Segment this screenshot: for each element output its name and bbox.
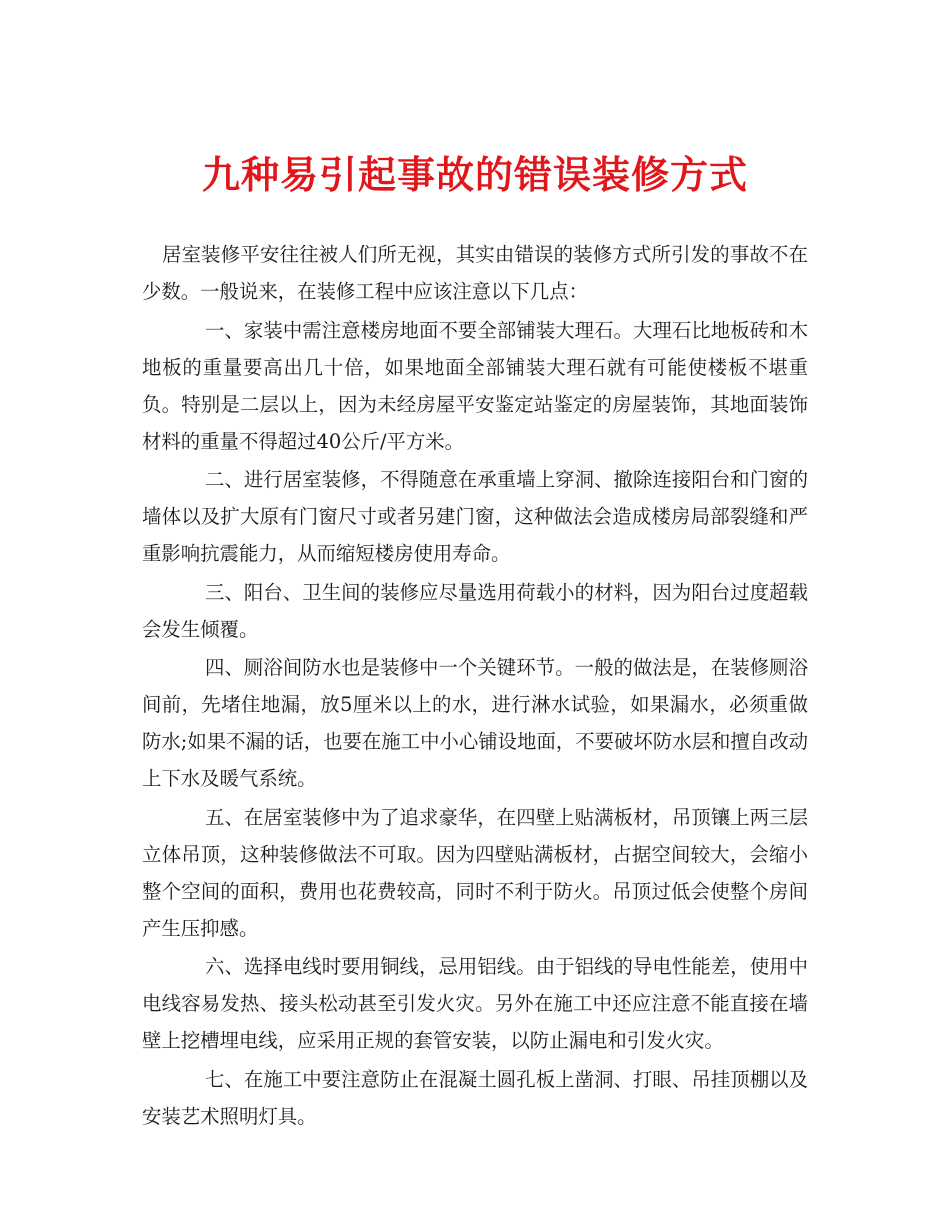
document-body (142, 236, 808, 1136)
item-paragraph-5: 五、在居室装修中为了追求豪华，在四壁上贴满板材，吊顶镶上两三层立体吊顶，这种装修做法不可取。因为四壁贴满板材，占据空间较大，会缩小整个空间的面积，费用也花费较高，同时不利于防火。吊顶过低会使整个房间产生压抑感。 (142, 805, 808, 940)
item-paragraph-1: 一、家装中需注意楼房地面不要全部铺装大理石。大理石比地板砖和木地板的重量要高出几十倍，如果地面全部铺装大理石就有可能使楼板不堪重负。特别是二层以上，因为未经房屋平安鉴定站鉴定的房屋装饰，其地面装饰材料的重量不得超过40公斤/平方米。 (142, 318, 808, 453)
item-paragraph-3: 三、阳台、卫生间的装修应尽量选用荷载小的材料，因为阳台过度超载会发生倾覆。 (142, 580, 808, 641)
item-paragraph-6: 六、选择电线时要用铜线，忌用铝线。由于铝线的导电性能差，使用中电线容易发热、接头松动甚至引发火灾。另外在施工中还应注意不能直接在墙壁上挖槽埋电线，应采用正规的套管安装，以防止漏电和引发火灾。 (142, 955, 808, 1052)
item-paragraph-2: 二、进行居室装修，不得随意在承重墙上穿洞、撤除连接阳台和门窗的墙体以及扩大原有门窗尺寸或者另建门窗，这种做法会造成楼房局部裂缝和严重影响抗震能力，从而缩短楼房使用寿命。 (142, 468, 808, 565)
document-title: 九种易引起事故的错误装修方式 (201, 152, 748, 198)
item-paragraph-4: 四、厕浴间防水也是装修中一个关键环节。一般的做法是，在装修厕浴间前，先堵住地漏，放5厘米以上的水，进行淋水试验，如果漏水，必须重做防水;如果不漏的话，也要在施工中小心铺设地面，不要破坏防水层和擅自改动上下水及暖气系统。 (142, 656, 808, 790)
intro-paragraph: 居室装修平安往往被人们所无视，其实由错误的装修方式所引发的事故不在少数。一般说来，在装修工程中应该注意以下几点： (142, 243, 808, 303)
item-paragraph-7: 七、在施工中要注意防止在混凝土圆孔板上凿洞、打眼、吊挂顶棚以及安装艺术照明灯具。 (142, 1067, 808, 1128)
